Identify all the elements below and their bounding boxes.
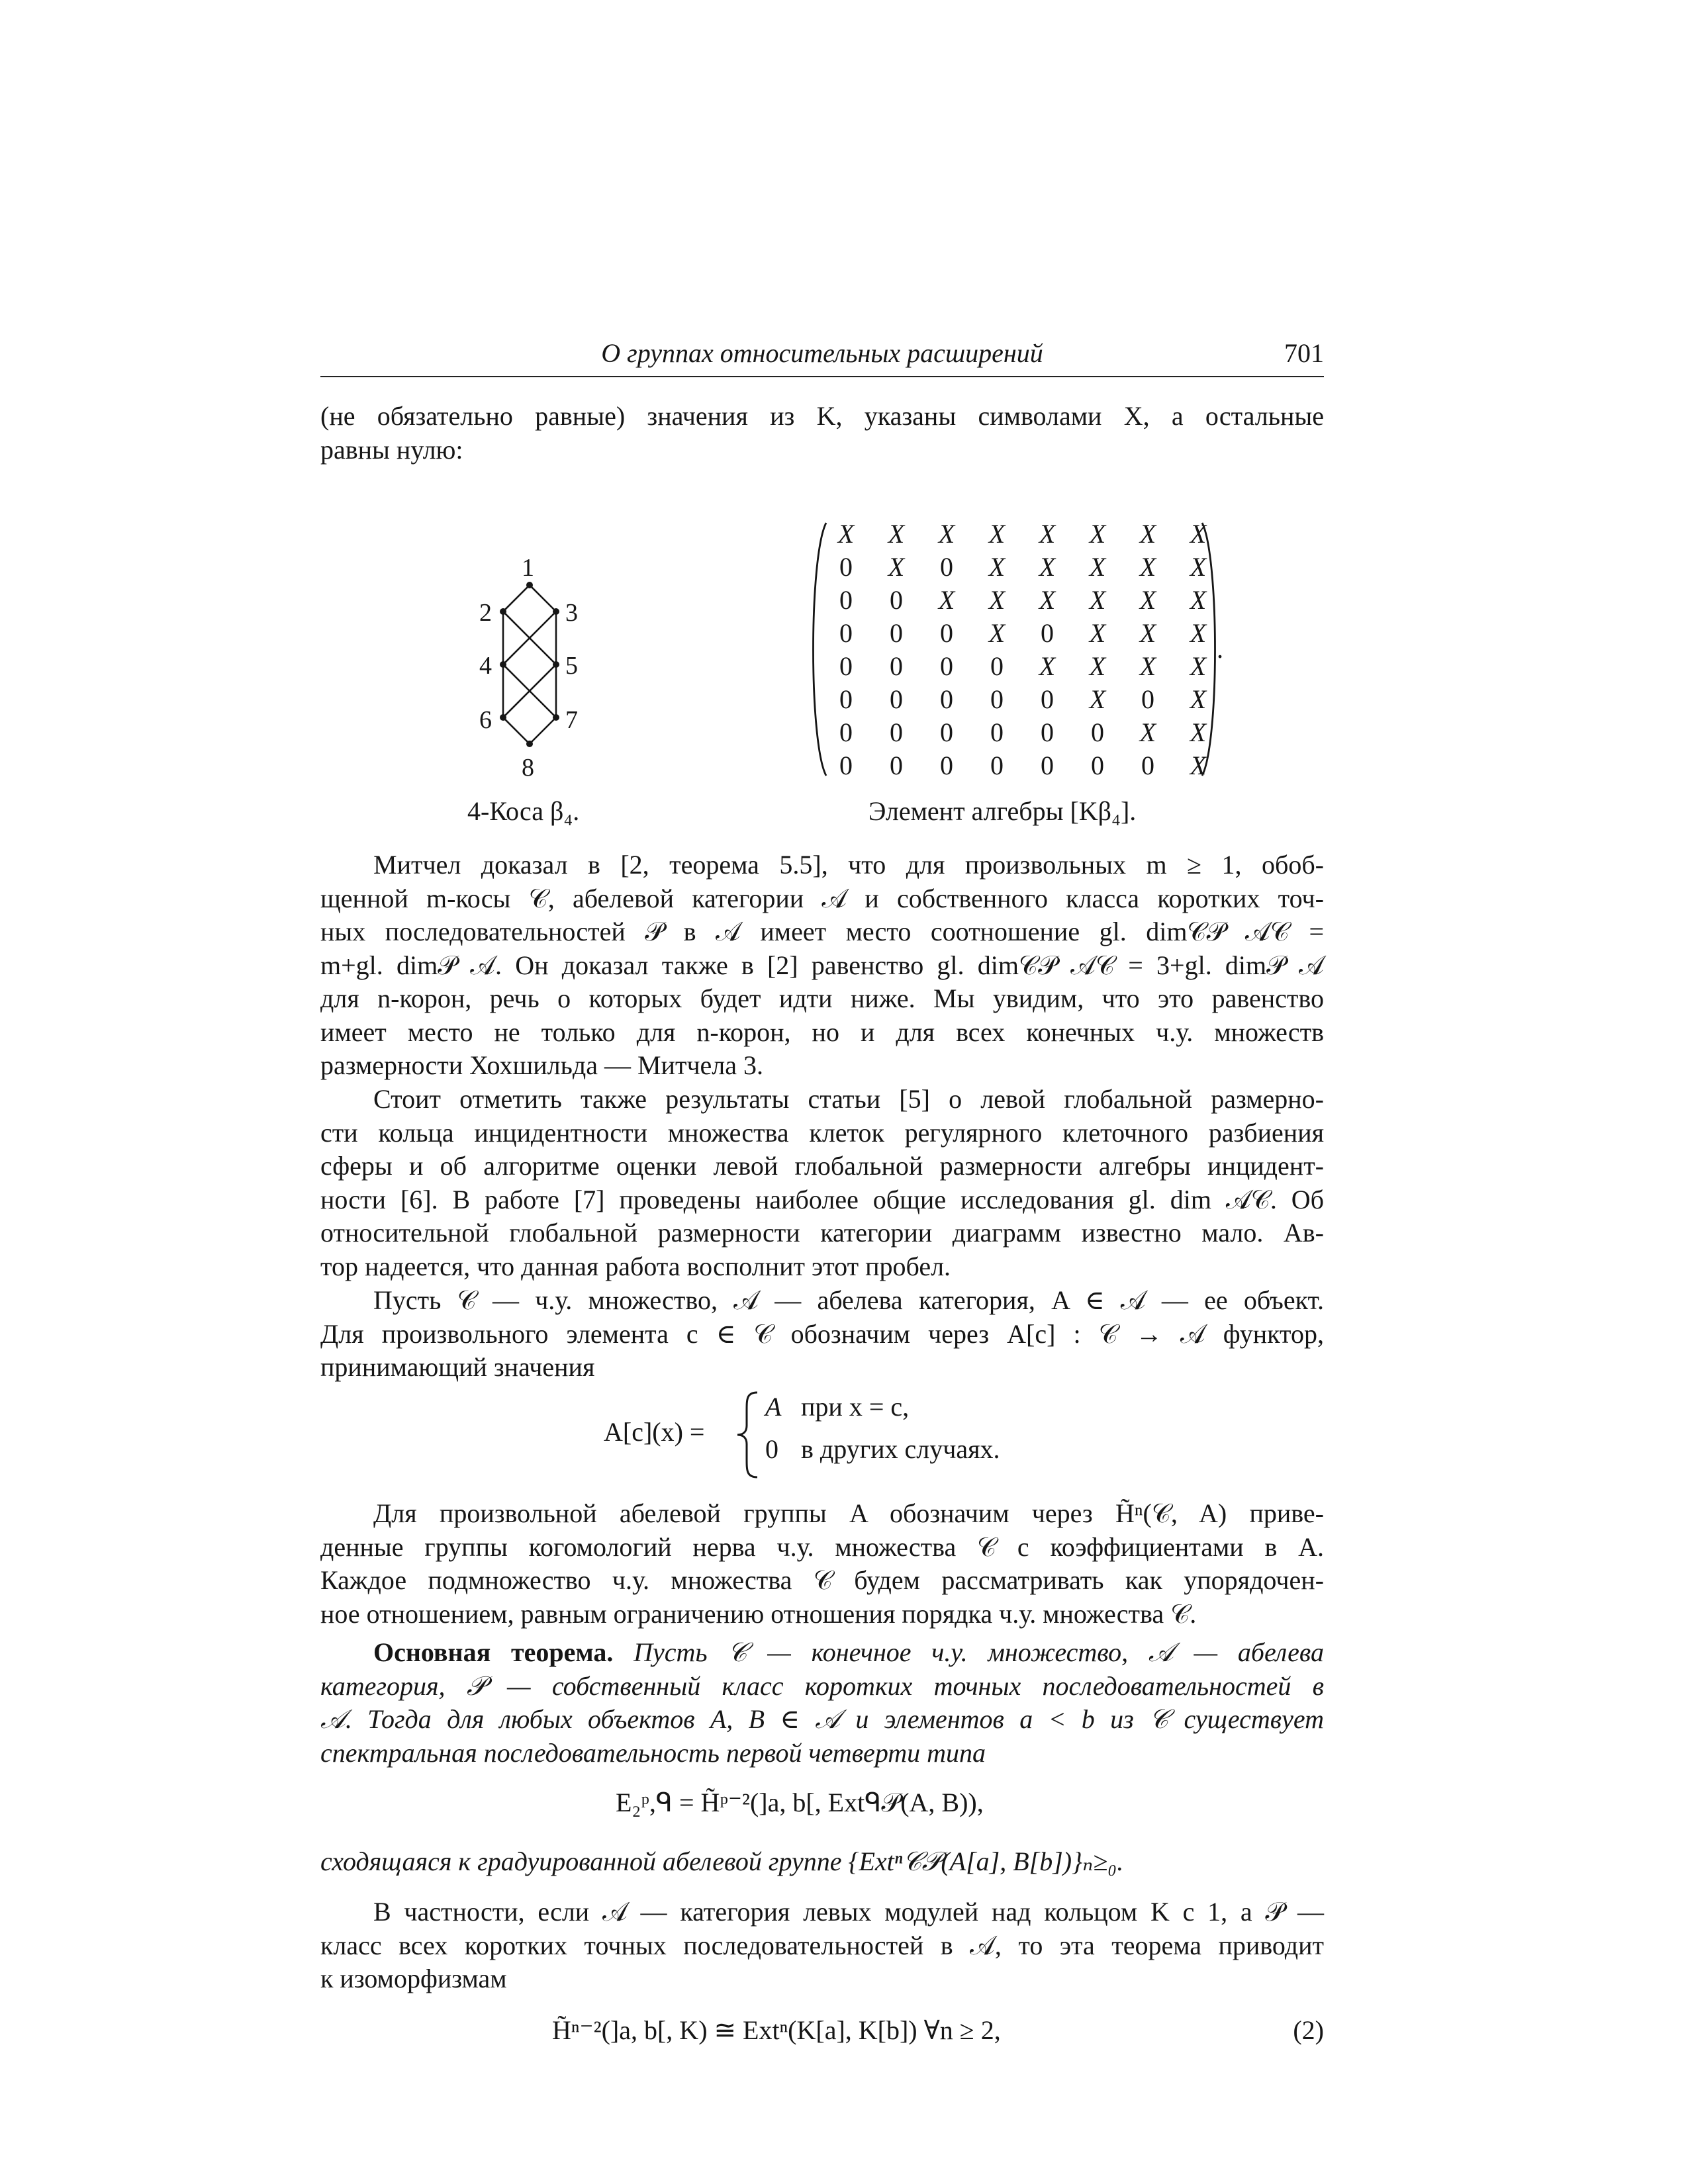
matrix-cell: X — [1039, 552, 1056, 582]
matrix-cell: X — [988, 552, 1006, 582]
matrix-cell: X — [1139, 651, 1156, 681]
matrix-cell: X — [1089, 552, 1106, 582]
text-line: щенной m-косы 𝒞, абелевой категории 𝒜 и собственного класса коротких точ- — [320, 883, 1324, 913]
paragraph-mitchell — [320, 848, 1324, 1083]
theorem-convergence — [320, 1845, 1324, 1879]
svg-text:.: . — [1217, 634, 1223, 664]
matrix-cell: 0 — [1041, 618, 1054, 648]
matrix-cell: 0 — [839, 684, 853, 714]
vertex-label: 5 — [565, 652, 578, 680]
matrix-cell: 0 — [839, 751, 853, 780]
matrix-cell: X — [1139, 552, 1156, 582]
vertex-label: 3 — [565, 599, 578, 627]
vertex-label: 7 — [565, 706, 578, 734]
text-line: принимающий значения — [320, 1352, 595, 1382]
matrix-cell: 0 — [1141, 684, 1154, 714]
text-line: равны нулю: — [320, 434, 463, 465]
text-line: сти кольца инцидентности множества клеток регулярного клеточного разбиения — [320, 1117, 1324, 1148]
matrix-cell: X — [1089, 651, 1106, 681]
theorem-text: Пусть 𝒞 — конечное ч.у. множество, 𝒜 — абелева — [633, 1637, 1324, 1667]
theorem-label: Основная теорема. — [373, 1637, 614, 1667]
matrix-cell: X — [1089, 585, 1106, 615]
vertex-label: 8 — [522, 754, 534, 782]
matrix-cell: 0 — [1041, 751, 1054, 780]
matrix-cell: 0 — [890, 585, 903, 615]
matrix-cell: X — [1039, 519, 1056, 549]
vertex-label: 6 — [479, 706, 492, 734]
text-line: Для произвольного элемента c ∈ 𝒞 обозначим через A[c] : 𝒞 → 𝒜 функтор, — [320, 1318, 1324, 1349]
text-line: размерности Хохшильда — Митчела 3. — [320, 1050, 764, 1080]
text-line: относительной глобальной размерности категории диаграмм известно мало. Ав- — [320, 1218, 1324, 1248]
matrix-cell: X — [1190, 684, 1207, 714]
text-line: сферы и об алгоритме оценки левой глобальной размерности алгебры инцидент- — [320, 1151, 1324, 1181]
matrix-cell: 0 — [890, 651, 903, 681]
matrix-cell: 0 — [990, 717, 1004, 747]
vertex-label: 1 — [522, 554, 534, 582]
text-line: ное отношением, равным ограничению отношения порядка ч.у. множества 𝒞. — [320, 1598, 1197, 1629]
vertex-label: 4 — [479, 652, 492, 680]
paragraph-functor — [320, 1284, 1324, 1385]
matrix-cell: 0 — [940, 618, 953, 648]
hasse-diagram — [463, 543, 609, 794]
matrix-cell: X — [1039, 651, 1056, 681]
case2-value: 0 — [765, 1434, 778, 1464]
matrix-cell: X — [1190, 519, 1207, 549]
isomorphism-equation: H̃ⁿ⁻²(]a, b[, K) ≅ Extⁿ(K[a], K[b]) ∀n ≥ 2, — [552, 2015, 1001, 2045]
main-theorem — [320, 1636, 1324, 1770]
matrix-cell: X — [1190, 618, 1207, 648]
matrix-cell: X — [1139, 717, 1156, 747]
matrix-cell: X — [1089, 684, 1106, 714]
paragraph-cohomology — [320, 1497, 1324, 1631]
matrix-cell: X — [888, 552, 905, 582]
matrix-cell: X — [1139, 618, 1156, 648]
matrix-cell: 0 — [839, 651, 853, 681]
paragraph-modules — [320, 1895, 1324, 1996]
equation-number: (2) — [1293, 2015, 1324, 2045]
matrix-cell: 0 — [990, 651, 1004, 681]
matrix-cell: X — [988, 585, 1006, 615]
matrix-cell: X — [1139, 585, 1156, 615]
text-line: Митчел доказал в [2, теорема 5.5], что для произвольных m ≥ 1, обоб- — [373, 850, 1324, 880]
matrix-cell: X — [1190, 651, 1207, 681]
case2-condition: в других случаях. — [801, 1434, 1000, 1464]
matrix-cell: X — [1089, 519, 1106, 549]
text-line: m+gl. dim𝒫 𝒜. Он доказал также в [2] равенство gl. dim𝒞𝒫 𝒜𝒞 = 3+gl. dim𝒫 𝒜 — [320, 950, 1324, 980]
matrix-cell: X — [1190, 552, 1207, 582]
vertex-label: 2 — [479, 599, 492, 627]
page-number: 701 — [1284, 338, 1324, 368]
matrix-cell: 0 — [839, 717, 853, 747]
intro-paragraph — [320, 400, 1324, 467]
text-line: 𝒜. Тогда для любых объектов A, B ∈ 𝒜 и элементов a < b из 𝒞 существует — [320, 1704, 1324, 1734]
text-line: денные группы когомологий нерва ч.у. множества 𝒞 с коэффициентами в A. — [320, 1531, 1324, 1562]
text-line: для n-корон, речь о которых будет идти ниже. Мы увидим, что это равенство — [320, 983, 1324, 1013]
matrix-cell: 0 — [990, 684, 1004, 714]
text-line: тор надеется, что данная работа восполнит этот пробел. — [320, 1251, 951, 1281]
matrix-cell: 0 — [839, 552, 853, 582]
matrix-cell: 0 — [940, 684, 953, 714]
paragraph-results — [320, 1083, 1324, 1283]
text-line: Пусть 𝒞 — ч.у. множество, 𝒜 — абелева категория, A ∈ 𝒜 — ее объект. — [373, 1285, 1324, 1315]
matrix-cell: 0 — [1041, 684, 1054, 714]
matrix-cell: 0 — [940, 751, 953, 780]
matrix-cell: 0 — [839, 585, 853, 615]
matrix-cell: X — [938, 585, 955, 615]
case1-condition: при x = c, — [801, 1392, 910, 1422]
text-line: к изоморфизмам — [320, 1964, 507, 1993]
matrix-cell: X — [1039, 585, 1056, 615]
matrix-cell: X — [988, 618, 1006, 648]
matrix-cell: X — [938, 519, 955, 549]
matrix-cell: 0 — [940, 651, 953, 681]
matrix-cell: 0 — [1091, 751, 1104, 780]
matrix-cell: X — [1190, 585, 1207, 615]
cases-brace — [735, 1388, 761, 1481]
text-line: Каждое подмножество ч.у. множества 𝒞 будем рассматривать как упорядочен- — [320, 1565, 1324, 1595]
text-line: спектральная последовательность первой четверти типа — [320, 1737, 986, 1768]
incidence-matrix — [804, 511, 1254, 789]
matrix-cell: X — [1139, 519, 1156, 549]
text-line — [320, 1636, 1324, 1670]
matrix-cell: 0 — [1091, 717, 1104, 747]
text-line: Для произвольной абелевой группы A обозначим через H̃ⁿ(𝒞, A) приве- — [373, 1498, 1324, 1528]
text-line: имеет место не только для n-корон, но и для всех конечных ч.у. множеств — [320, 1017, 1324, 1047]
matrix-cell: 0 — [940, 717, 953, 747]
case1-value: A — [765, 1392, 782, 1422]
matrix-cell: 0 — [1141, 751, 1154, 780]
matrix-cell: 0 — [940, 552, 953, 582]
spectral-sequence-equation: E₂ᵖ,ᑫ = H̃ᵖ⁻²(]a, b[, Extᑫ𝒫(A, B)), — [616, 1788, 984, 1817]
text-line: класс всех коротких точных последовательностей в 𝒜, то эта теорема приводит — [320, 1930, 1324, 1960]
text-line: В частности, если 𝒜 — категория левых модулей над кольцом K с 1, а 𝒫 — — [373, 1897, 1324, 1927]
text-line: ных последовательностей 𝒫 в 𝒜 имеет место соотношение gl. dim𝒞𝒫 𝒜𝒞 = — [320, 917, 1324, 946]
matrix-cell: 0 — [890, 717, 903, 747]
matrix-cell: 0 — [890, 618, 903, 648]
functor-definition-lhs: A[c](x) = — [604, 1417, 705, 1447]
matrix-cell: 0 — [1041, 717, 1054, 747]
text-line: ности [6]. В работе [7] проведены наиболее общие исследования gl. dim 𝒜𝒞. Об — [320, 1184, 1324, 1214]
matrix-cell: 0 — [990, 751, 1004, 780]
matrix-cell: X — [1190, 717, 1207, 747]
text-line: (не обязательно равные) значения из K, указаны символами X, а остальные — [320, 401, 1324, 431]
matrix-cell: 0 — [890, 751, 903, 780]
matrix-cell: X — [1089, 618, 1106, 648]
hasse-caption: 4-Коса β₄. — [467, 796, 580, 826]
matrix-cell: X — [837, 519, 855, 549]
text-line: Стоит отметить также результаты статьи [5] о левой глобальной размерно- — [373, 1084, 1324, 1114]
matrix-cell: X — [888, 519, 905, 549]
running-header — [320, 336, 1324, 377]
text-line: сходящаяся к градуированной абелевой группе {Extⁿ𝒞𝒫(A[a], B[b])}ₙ≥₀. — [320, 1846, 1124, 1876]
matrix-cell: X — [1190, 751, 1207, 780]
running-title: О группах относительных расширений — [601, 338, 1043, 368]
text-line: категория, 𝒫 — собственный класс коротких точных последовательностей в — [320, 1670, 1324, 1701]
matrix-caption: Элемент алгебры [Kβ₄]. — [868, 796, 1137, 826]
matrix-cell: 0 — [890, 684, 903, 714]
matrix-cell: 0 — [839, 618, 853, 648]
matrix-cell: X — [988, 519, 1006, 549]
